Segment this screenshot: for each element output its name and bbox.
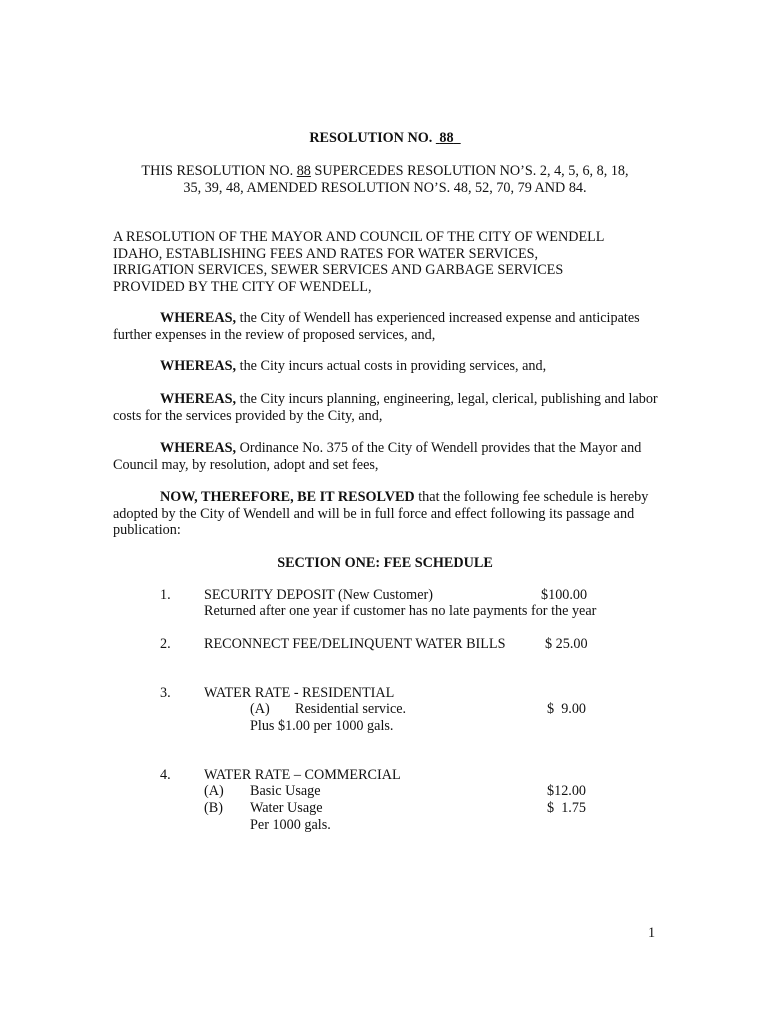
sub-item-label: Water Usage — [250, 800, 323, 816]
sub-item-amount: $ 9.00 — [547, 701, 587, 717]
sub-item-amount: $ 1.75 — [547, 800, 587, 816]
title-number: 88 — [439, 130, 454, 146]
supersede-line-1: THIS RESOLUTION NO. 88 SUPERCEDES RESOLUTION NO’S. 2, 4, 5, 6, 8, 18, — [141, 163, 629, 179]
preamble-line: PROVIDED BY THE CITY OF WENDELL, — [113, 279, 372, 295]
preamble-line: IDAHO, ESTABLISHING FEES AND RATES FOR WATER SERVICES, — [113, 246, 539, 262]
page-number: 1 — [648, 925, 656, 941]
item-amount: $100.00 — [541, 587, 588, 603]
item-label: WATER RATE - RESIDENTIAL — [204, 685, 395, 701]
title-prefix: RESOLUTION NO. — [309, 130, 436, 146]
whereas-paragraph: WHEREAS, the City incurs actual costs in providing services, and, — [160, 358, 547, 374]
resolved-paragraph: NOW, THEREFORE, BE IT RESOLVED that the following fee schedule is hereby adopted by the City of Wendell and will be in full force and effect following its passage and publication: — [113, 489, 649, 538]
sub-item-label: Basic Usage — [250, 783, 321, 799]
sub-item-letter: (B) — [204, 800, 223, 816]
whereas-paragraph: WHEREAS, Ordinance No. 375 of the City of Wendell provides that the Mayor and Council may, by resolution, adopt and set fees, — [113, 440, 642, 473]
item-label: SECURITY DEPOSIT (New Customer) — [204, 587, 433, 603]
item-amount: $ 25.00 — [545, 636, 588, 652]
sub-item-note: Plus $1.00 per 1000 gals. — [250, 718, 394, 734]
item-note: Returned after one year if customer has no late payments for the year — [204, 603, 597, 619]
preamble-line: A RESOLUTION OF THE MAYOR AND COUNCIL OF THE CITY OF WENDELL — [113, 229, 605, 245]
item-number: 1. — [160, 587, 171, 603]
section-heading: SECTION ONE: FEE SCHEDULE — [277, 555, 493, 571]
item-number: 4. — [160, 767, 171, 783]
whereas-paragraph: WHEREAS, the City incurs planning, engineering, legal, clerical, publishing and labor costs for the services provided by the City, and, — [113, 391, 658, 424]
sub-item-letter: (A) — [250, 701, 270, 717]
whereas-paragraph: WHEREAS, the City of Wendell has experienced increased expense and anticipates further expenses in the review of proposed services, and, — [113, 310, 640, 343]
preamble-line: IRRIGATION SERVICES, SEWER SERVICES AND GARBAGE SERVICES — [113, 262, 564, 278]
item-number: 3. — [160, 685, 171, 701]
sub-item-note: Per 1000 gals. — [250, 817, 331, 833]
item-number: 2. — [160, 636, 171, 652]
sub-item-letter: (A) — [204, 783, 224, 799]
sub-item-label: Residential service. — [295, 701, 407, 717]
supersede-line-2: 35, 39, 48, AMENDED RESOLUTION NO’S. 48, 52, 70, 79 AND 84. — [183, 180, 587, 196]
supersede-number: 88 — [296, 163, 311, 179]
resolution-title — [0, 130, 770, 147]
item-label: RECONNECT FEE/DELINQUENT WATER BILLS — [204, 636, 506, 652]
sub-item-amount: $12.00 — [547, 783, 587, 799]
item-label: WATER RATE – COMMERCIAL — [204, 767, 401, 783]
